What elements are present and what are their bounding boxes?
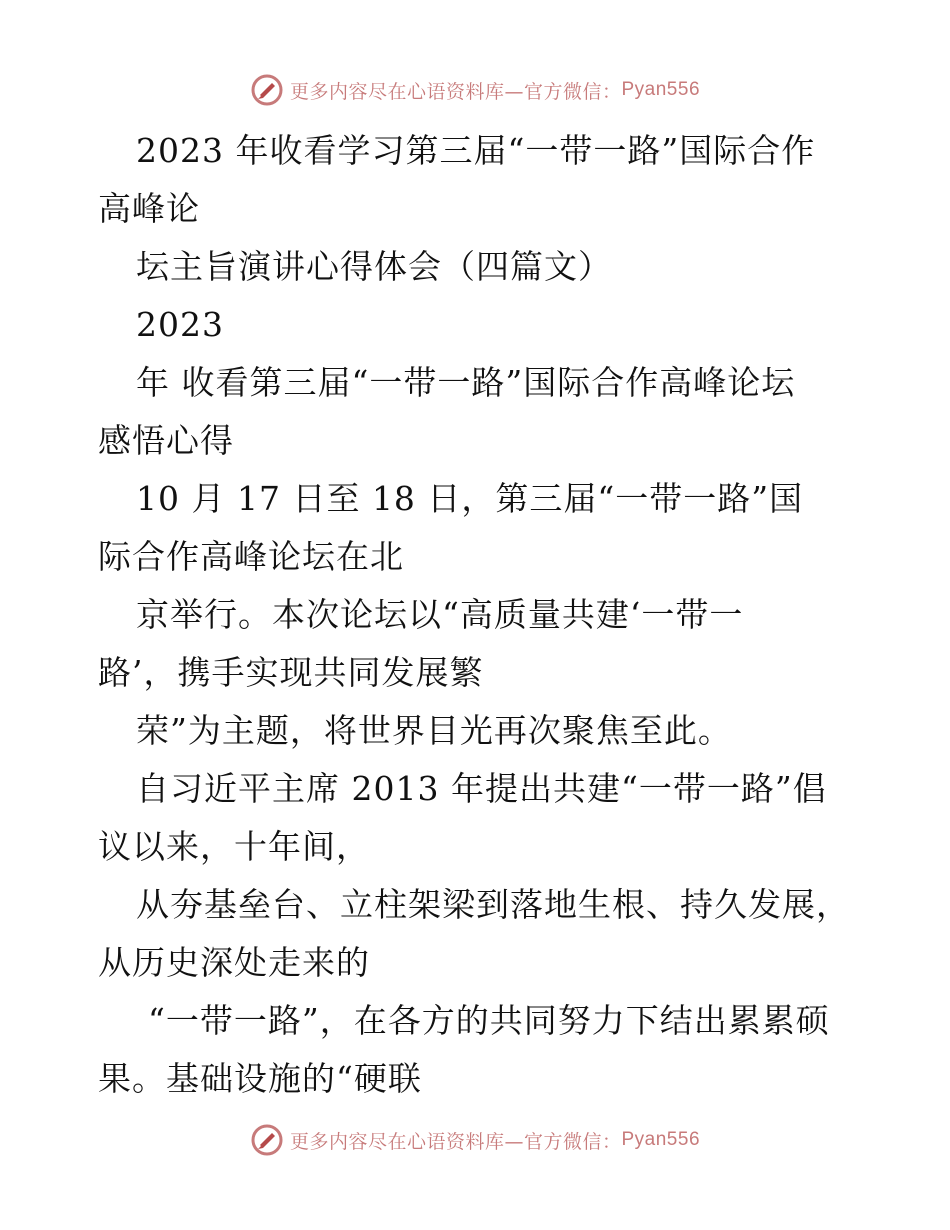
paragraph-line: 际合作高峰论坛在北 — [98, 537, 404, 576]
brand-logo-icon — [250, 1123, 284, 1157]
paragraph-line: 10 月 17 日至 18 日，第三届“一带一路”国 — [136, 479, 804, 518]
watermark-wechat-id: Pyan556 — [621, 1129, 701, 1150]
title-line-1: 2023 年收看学习第三届“一带一路”国际合作 — [136, 131, 816, 170]
watermark-site-text: 更多内容尽在心语资料库—官方微信： — [289, 80, 622, 103]
paragraph-line: 路’，携手实现共同发展繁 — [98, 653, 484, 692]
paragraph-line: “一带一路”，在各方的共同努力下结出累累硕 — [148, 1001, 830, 1040]
subtitle-line-1: 年 收看第三届“一带一路”国际合作高峰论坛 — [136, 363, 796, 402]
paragraph-line: 从历史深处走来的 — [98, 943, 370, 982]
paragraph-line: 自习近平主席 2013 年提出共建“一带一路”倡 — [136, 769, 827, 808]
subtitle-year: 2023 — [136, 305, 224, 344]
title-line-3: 坛主旨演讲心得体会（四篇文） — [136, 247, 612, 286]
watermark-wechat-id: Pyan556 — [621, 79, 701, 100]
paragraph-line: 荣”为主题，将世界目光再次聚焦至此。 — [136, 711, 732, 750]
subtitle-line-2: 感悟心得 — [98, 421, 234, 460]
paragraph-line: 从夯基垒台、立柱架梁到落地生根、持久发展， — [136, 885, 850, 924]
paragraph-line: 议以来，十年间， — [98, 827, 370, 866]
brand-logo-icon — [250, 73, 284, 107]
document-body — [98, 122, 858, 1108]
paragraph-line: 京举行。本次论坛以“高质量共建‘一带一 — [136, 595, 744, 634]
title-line-2: 高峰论 — [98, 189, 200, 228]
watermark-site-text: 更多内容尽在心语资料库—官方微信： — [289, 1130, 622, 1153]
footer-watermark — [0, 1120, 950, 1160]
paragraph-line: 果。基础设施的“硬联 — [98, 1059, 422, 1098]
header-watermark — [0, 70, 950, 110]
